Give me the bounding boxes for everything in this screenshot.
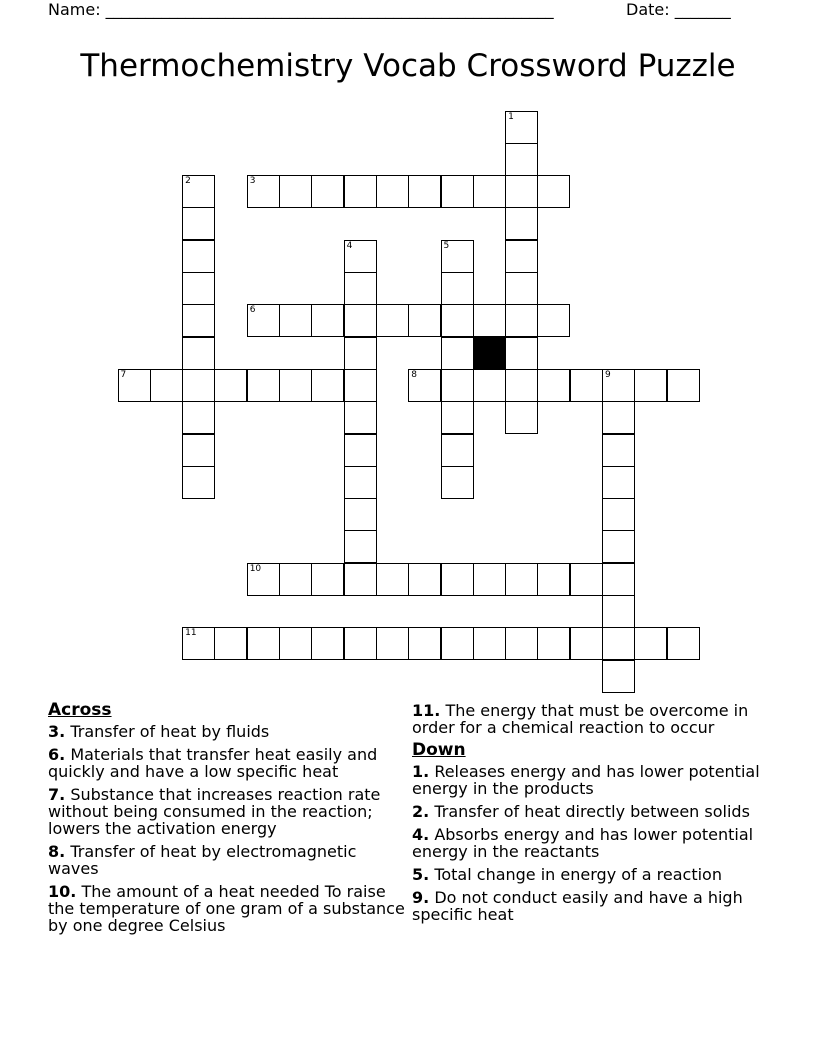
grid-cell[interactable] [376,563,409,596]
grid-cell[interactable] [505,401,538,434]
clue-number: 4. [412,825,430,844]
grid-cell[interactable] [247,369,280,402]
grid-cell[interactable] [602,530,635,563]
grid-cell[interactable] [505,143,538,176]
grid-cell[interactable] [537,369,570,402]
clue-number: 1. [412,762,430,781]
grid-cell[interactable] [311,563,344,596]
grid-cell[interactable] [376,175,409,208]
grid-cell[interactable] [602,595,635,628]
clue-text: Transfer of heat by fluids [70,722,270,741]
clue-number: 7. [48,785,66,804]
grid-cell[interactable] [441,434,474,467]
grid-cell[interactable] [344,466,377,499]
grid-cell[interactable] [279,304,312,337]
grid-cell[interactable] [505,369,538,402]
grid-cell[interactable] [602,369,635,402]
grid-cell[interactable] [537,175,570,208]
cell-number: 10 [249,563,262,574]
clue-text: Absorbs energy and has lower potential energy in the reactants [412,825,754,861]
grid-cell[interactable] [344,304,377,337]
cell-number: 2 [185,176,191,187]
across-clues-column [48,702,408,940]
grid-cell[interactable] [505,272,538,305]
grid-cell[interactable] [182,466,215,499]
cell-number: 3 [249,176,256,187]
grid-cell[interactable] [182,627,215,660]
grid-cell[interactable] [182,175,215,208]
grid-cell[interactable] [537,563,570,596]
clue-text: Releases energy and has lower potential energy in the products [412,762,760,798]
down-clues-column [412,702,772,929]
cell-number: 5 [443,240,450,251]
grid-cell[interactable] [344,530,377,563]
date-field-label: Date: _______ [626,0,731,19]
clue-number: 2. [412,802,430,821]
clue-text: Transfer of heat directly between solids [434,802,750,821]
grid-cell[interactable] [473,304,506,337]
grid-cell[interactable] [182,369,215,402]
clue-number: 6. [48,745,66,764]
grid-cell[interactable] [537,304,570,337]
cell-number: 9 [605,369,611,380]
grid-cell[interactable] [473,563,506,596]
clue-item [48,786,408,837]
grid-cell[interactable] [118,369,151,402]
clue-item [48,746,408,780]
grid-cell[interactable] [344,563,377,596]
grid-cell[interactable] [408,369,441,402]
clue-item [412,702,772,736]
clue-number: 8. [48,842,66,861]
grid-cell[interactable] [505,337,538,370]
grid-cell[interactable] [505,240,538,273]
clue-item [412,803,772,820]
grid-cell[interactable] [182,401,215,434]
grid-cell[interactable] [441,175,474,208]
grid-cell[interactable] [505,111,538,144]
grid-cell[interactable] [505,563,538,596]
grid-cell[interactable] [344,627,377,660]
grid-cell[interactable] [408,175,441,208]
grid-cell[interactable] [473,627,506,660]
grid-cell[interactable] [441,466,474,499]
grid-cell[interactable] [602,563,635,596]
grid-cell[interactable] [570,627,603,660]
grid-cell[interactable] [570,563,603,596]
grid-cell[interactable] [441,369,474,402]
grid-cell[interactable] [537,627,570,660]
clue-item [412,866,772,883]
grid-cell[interactable] [344,401,377,434]
grid-cell[interactable] [634,627,667,660]
grid-cell[interactable] [441,240,474,273]
clue-text: Total change in energy of a reaction [434,865,722,884]
grid-cell[interactable] [441,627,474,660]
grid-cell[interactable] [602,498,635,531]
grid-cell[interactable] [311,369,344,402]
grid-cell[interactable] [344,498,377,531]
clue-item [412,826,772,860]
grid-cell[interactable] [505,304,538,337]
clue-text: The energy that must be overcome in order for a chemical reaction to occur [412,701,749,737]
clue-number: 3. [48,722,66,741]
grid-cell[interactable] [344,272,377,305]
grid-cell[interactable] [182,304,215,337]
clue-text: Do not conduct easily and have a high specific heat [412,888,743,924]
grid-cell[interactable] [602,627,635,660]
clue-number: 10. [48,882,77,901]
clue-item [48,883,408,934]
grid-cell[interactable] [279,369,312,402]
down-heading: Down [412,740,466,760]
grid-cell[interactable] [570,369,603,402]
grid-cell[interactable] [182,207,215,240]
grid-cell[interactable] [667,369,700,402]
cell-number: 7 [120,369,127,380]
grid-cell[interactable] [408,304,441,337]
grid-cell[interactable] [473,175,506,208]
grid-cell[interactable] [311,627,344,660]
page-title: Thermochemistry Vocab Crossword Puzzle [80,48,736,84]
grid-cell[interactable] [408,627,441,660]
grid-cell[interactable] [214,369,247,402]
grid-cell[interactable] [247,304,280,337]
grid-cell[interactable] [667,627,700,660]
clue-text: Substance that increases reaction rate without being consumed in the reaction; lowers the activation energy [48,785,381,838]
cell-number: 11 [185,628,197,639]
clue-item [48,723,408,740]
black-square [473,337,506,370]
grid-cell[interactable] [182,434,215,467]
grid-cell[interactable] [441,272,474,305]
across-heading: Across [48,700,112,720]
grid-cell[interactable] [344,240,377,273]
grid-cell[interactable] [505,207,538,240]
grid-cell[interactable] [247,175,280,208]
grid-cell[interactable] [311,175,344,208]
grid-cell[interactable] [473,369,506,402]
cell-number: 6 [249,305,256,316]
clue-item [412,889,772,923]
grid-cell[interactable] [602,434,635,467]
clue-text: Transfer of heat by electromagnetic waves [48,842,357,878]
cell-number: 4 [346,240,353,251]
clue-text: The amount of a heat needed To raise the temperature of one gram of a substance by one degree Celsius [48,882,405,935]
grid-cell[interactable] [602,466,635,499]
grid-cell[interactable] [344,175,377,208]
cell-number: 1 [508,111,514,122]
grid-cell[interactable] [214,627,247,660]
grid-cell[interactable] [279,627,312,660]
grid-cell[interactable] [182,337,215,370]
grid-cell[interactable] [344,369,377,402]
grid-cell[interactable] [376,304,409,337]
clue-item [412,763,772,797]
grid-cell[interactable] [344,434,377,467]
clue-number: 9. [412,888,430,907]
grid-cell[interactable] [441,337,474,370]
grid-cell[interactable] [441,401,474,434]
cell-number: 8 [411,369,417,380]
grid-cell[interactable] [311,304,344,337]
grid-cell[interactable] [602,401,635,434]
grid-cell[interactable] [602,660,635,693]
grid-cell[interactable] [505,627,538,660]
grid-cell[interactable] [279,175,312,208]
grid-cell[interactable] [634,369,667,402]
grid-cell[interactable] [182,240,215,273]
grid-cell[interactable] [408,563,441,596]
name-field-label: Name: ________________________________________________________ [48,0,554,19]
clue-number: 11. [412,701,441,720]
clue-item [48,843,408,877]
grid-cell[interactable] [441,304,474,337]
grid-cell[interactable] [344,337,377,370]
clue-number: 5. [412,865,430,884]
grid-cell[interactable] [150,369,183,402]
clue-text: Materials that transfer heat easily and quickly and have a low specific heat [48,745,378,781]
grid-cell[interactable] [182,272,215,305]
grid-cell[interactable] [505,175,538,208]
grid-cell[interactable] [247,563,280,596]
grid-cell[interactable] [376,627,409,660]
grid-cell[interactable] [279,563,312,596]
grid-cell[interactable] [441,563,474,596]
grid-cell[interactable] [247,627,280,660]
